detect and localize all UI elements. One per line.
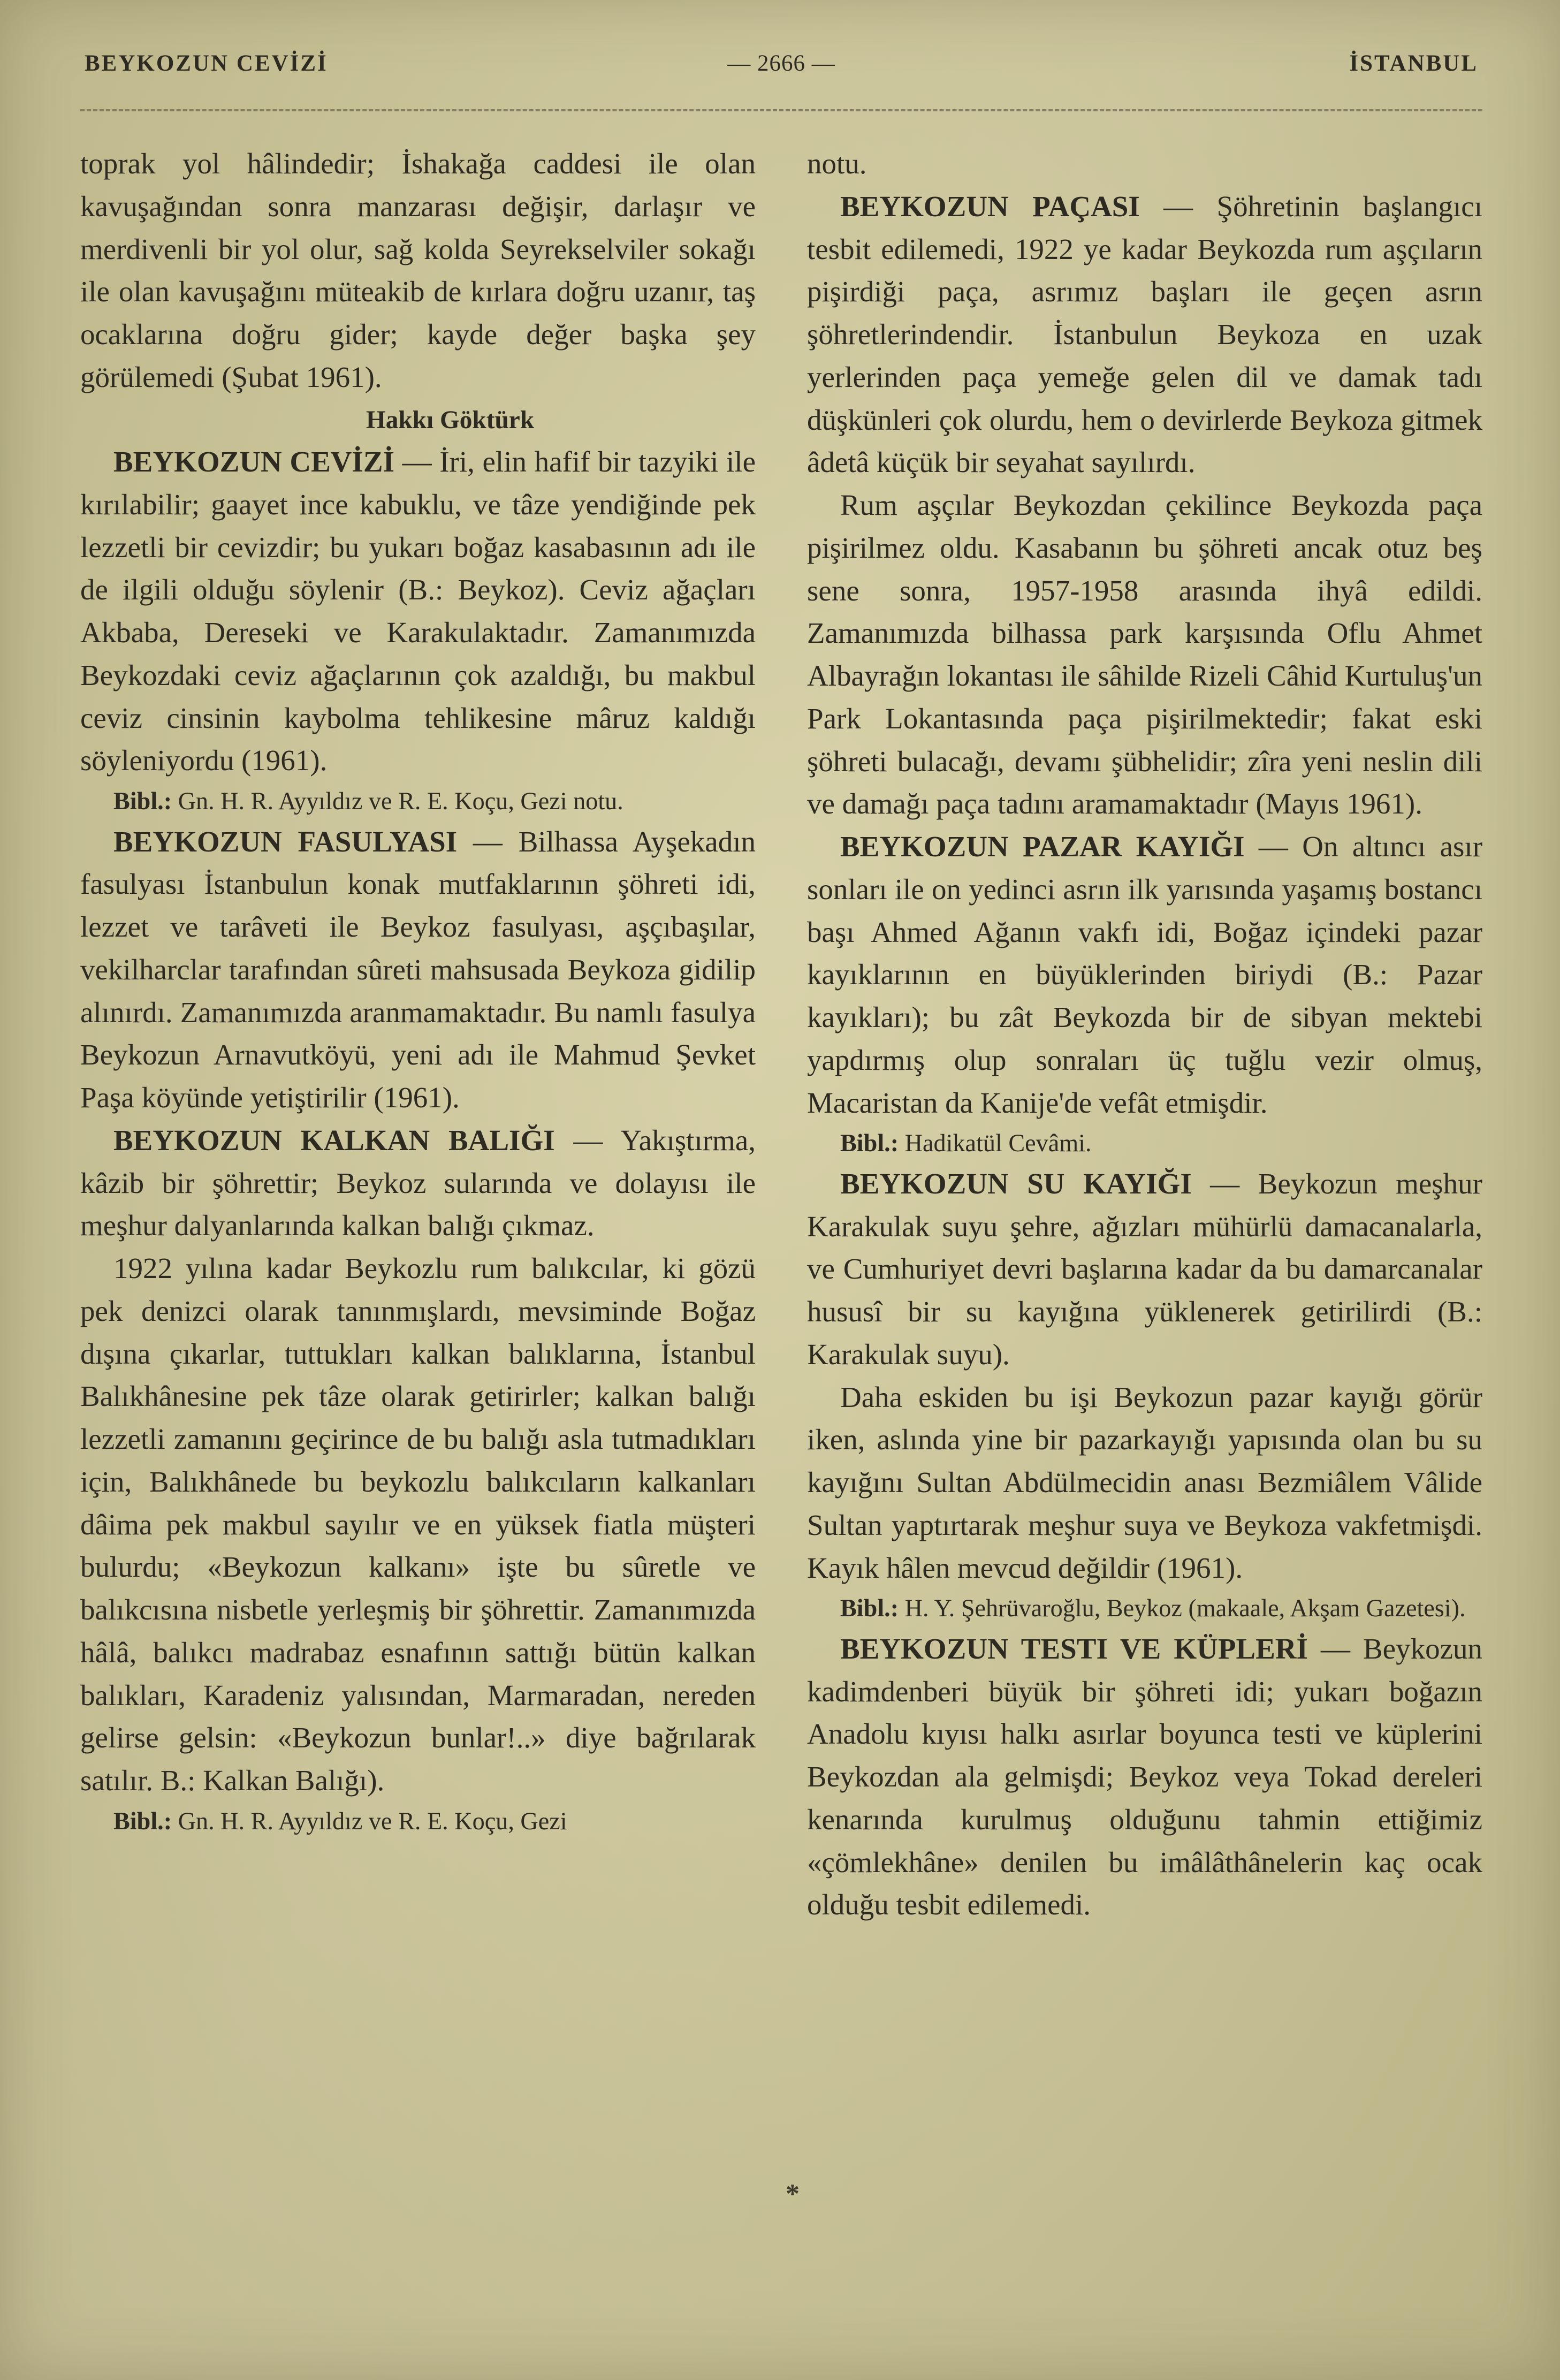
bibl-label: Bibl.: [113, 787, 172, 815]
header-divider-rule [80, 109, 1482, 111]
continuation-paragraph: toprak yol hâlindedir; İshakağa caddesi ile olan kavuşağından sonra manzarası değişir, darlaşır ve merdivenli bir yol olur, sağ kolda Seyrekselviler sokağı ile olan kavuşağını müteakib de kırlara doğru uzanır, taş ocaklarına doğru gider; kayde değer başka şey görülemedi (Şubat 1961). [80, 147, 756, 393]
header-entry-title: BEYKOZUN CEVİZİ [85, 51, 328, 76]
entry-paragraph: BEYKOZUN SU KAYIĞI — Beykozun meşhur Karakulak suyu şehre, ağızları mühürlü damacanalarla, ve Cumhuriyet devri başlarına kadar da bu damarcanalar hususî bir su kayığına yüklenerek getirilirdi (B.: Karakulak suyu). [807, 1167, 1482, 1371]
bibliography-note: Bibl.: Hadikatül Cevâmi. [840, 1129, 1092, 1157]
page-number: — 2666 — [727, 51, 835, 76]
entry-paragraph: BEYKOZUN FASULYASI — Bilhassa Ayşekadın fasulyası İstanbulun konak mutfaklarının şöhreti idi, lezzet ve tarâveti ile Beykoz fasulyası, aşçıbaşılar, vekilharclar tarafından sûreti mahsusada Beykoza gidilip alınırdı. Zamanımızda aranmamaktadır. Bu namlı fasulya Beykozun Arnavutköyü, yeni adı ile Mahmud Şevket Paşa köyünde yetiştirilir (1961). [80, 825, 756, 1114]
bibl-label: Bibl.: [840, 1129, 899, 1157]
entry-term: BEYKOZUN PAZAR KAYIĞI [840, 830, 1245, 863]
entry-paragraph: BEYKOZUN CEVİZİ — İri, elin hafif bir tazyiki ile kırılabilir; gaayet ince kabuklu, ve tâze yendiğinde pek lezzetli bir cevizdir; bu yukarı boğaz kasabasının adı ile de ilgili olduğu söylenir (B.: Beykoz). Ceviz ağaçları Akbaba, Dereseki ve Karakulaktadır. Zamanımızda Beykozdaki ceviz ağaçlarının çok azaldığı, bu makbul ceviz cinsinin kaybolma tehlikesine mâruz kaldığı söyleniyordu (1961). [80, 445, 756, 777]
body-paragraph: Daha eskiden bu işi Beykozun pazar kayığı görür iken, aslında yine bir pazarkayığı yapısında olan bu su kayığını Sultan Abdülmecidin anası Bezmiâlem Vâlide Sultan yaptırtarak meşhur suya ve Beykoza vakfetmişdi. Kayık hâlen mevcud değildir (1961). [807, 1380, 1482, 1584]
entry-term: BEYKOZUN KALKAN BALIĞI [113, 1123, 555, 1157]
right-column [807, 142, 1482, 1926]
entry-term: BEYKOZUN PAÇASI [840, 189, 1140, 223]
text-columns [80, 142, 1482, 1926]
entry-paragraph: BEYKOZUN PAÇASI — Şöhretinin başlangıcı tesbit edilemedi, 1922 ye kadar Beykozda rum aşçıların pişirdiği paça, asrımız başları ile geçen asrın şöhretlerindendir. İstanbulun Beykoza en uzak yerlerinden paça yemeğe gelen dil ve damak tadı düşkünleri çok olurdu, hem o devirlerde Beykoza gitmek âdetâ küçük bir seyahat sayılırdı. [807, 189, 1483, 479]
header-city-title: İSTANBUL [1349, 51, 1478, 76]
page-header [80, 32, 1482, 95]
entry-term: BEYKOZUN TESTI VE KÜPLERİ [840, 1632, 1308, 1665]
bibl-label: Bibl.: [840, 1594, 899, 1622]
left-column [80, 142, 756, 1926]
entry-term: BEYKOZUN FASULYASI [113, 825, 458, 858]
bibliography-note: Bibl.: H. Y. Şehrüvaroğlu, Beykoz (makaale, Akşam Gazetesi). [840, 1594, 1466, 1622]
entry-term: BEYKOZUN CEVİZİ [113, 445, 395, 478]
continuation-paragraph: notu. [807, 147, 867, 180]
gutter-asterisk-mark: * [786, 2179, 800, 2209]
entry-paragraph: BEYKOZUN KALKAN BALIĞI — Yakıştırma, kâzib bir şöhrettir; Beykoz sularında ve dolayısı ile meşhur dalyanlarında kalkan balığı çıkmaz. [80, 1123, 756, 1242]
entry-paragraph: BEYKOZUN PAZAR KAYIĞI — On altıncı asır sonları ile on yedinci asrın ilk yarısında yaşamış bostancı başı Ahmed Ağanın vakfı idi, Boğaz içindeki pazar kayıklarının en büyüklerinden biriydi (B.: Pazar kayıkları); bu zât Beykozda bir de sibyan mektebi yapdırmış olup sonraları üç tuğlu vezir olmuş, Macaristan da Kanije'de vefât etmişdir. [807, 830, 1483, 1119]
body-paragraph: Rum aşçılar Beykozdan çekilince Beykozda paça pişirilmez oldu. Kasabanın bu şöhreti ancak otuz beş sene sonra, 1957-1958 arasında ihyâ edildi. Zamanımızda bilhassa park karşısında Oflu Ahmet Albayrağın lokantası ile sâhilde Rizeli Câhid Kurtuluş'un Park Lokantasında paça pişirilmektedir; fakat eski şöhreti bulacağı, devamı şübhelidir; zîra yeni neslin dili ve damağı paça tadını aramamaktadır (Mayıs 1961). [807, 489, 1482, 820]
entry-term: BEYKOZUN SU KAYIĞI [840, 1167, 1192, 1200]
bibl-label: Bibl.: [113, 1807, 172, 1835]
body-paragraph: 1922 yılına kadar Beykozlu rum balıkcılar, ki gözü pek denizci olarak tanınmışlardı, mevsiminde Boğaz dışına çıkarlar, tuttukları kalkan balıklarına, İstanbul Balıkhânesine pek tâze olarak getirirler; kalkan balığı lezzetli zamanını geçirince de bu balığı asla tutmadıkları için, Balıkhânede bu beykozlu balıkcıların kalkanları dâima pek makbul sayılır ve en yüksek fiatla müşteri bulurdu; «Beykozun kalkanı» işte bu sûretle ve balıkcısına nisbetle yerleşmiş bir şöhrettir. Zamanımızda hâlâ, balıkcı madrabaz esnafının sattığı bütün kalkan balıkları, Karadeniz yalısından, Marmaradan, nereden gelirse gelsin: «Beykozun bunlar!..» diye bağrılarak satılır. B.: Kalkan Balığı). [80, 1252, 756, 1797]
bibliography-note: Bibl.: Gn. H. R. Ayyıldız ve R. E. Koçu, Gezi [113, 1807, 567, 1835]
entry-paragraph: BEYKOZUN TESTI VE KÜPLERİ — Beykozun kadimdenberi büyük bir şöhreti idi; yukarı boğazın Anadolu kıyısı halkı asırlar boyunca testi ve küplerini Beykozdan ala gelmişdi; Beykoz veya Tokad dereleri kenarında kurulmuş olduğunu tahmin ettiğimiz «çömlekhâne» denilen bu imâlâthânelerin kaç ocak olduğu tesbit edilemedi. [807, 1632, 1482, 1921]
bibliography-note: Bibl.: Gn. H. R. Ayyıldız ve R. E. Koçu, Gezi notu. [113, 787, 623, 815]
author-signature: Hakkı Göktürk [366, 406, 535, 434]
